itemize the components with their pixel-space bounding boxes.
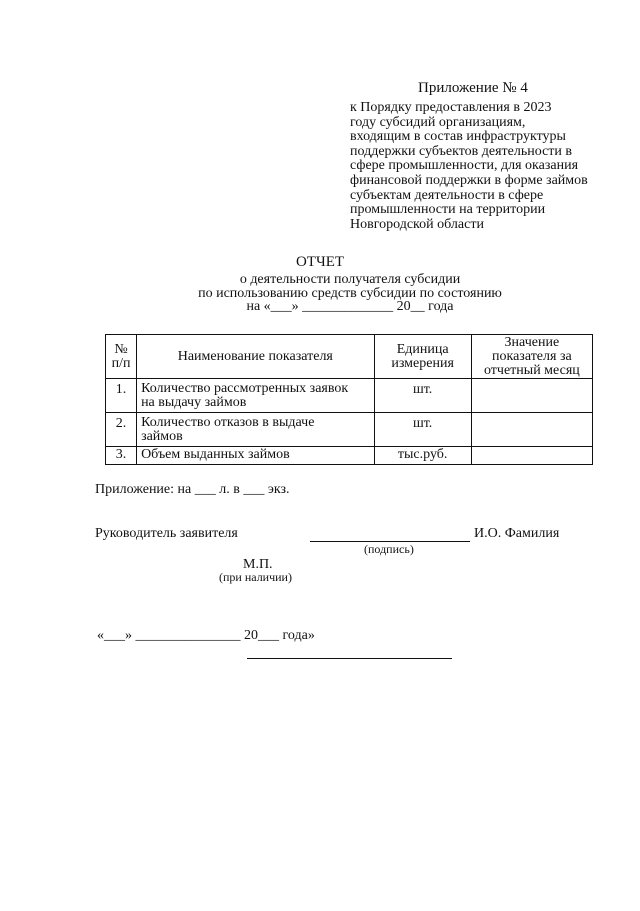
header-value-line: показателя за — [492, 348, 572, 364]
header-value-line: Значение — [504, 334, 560, 350]
row-name — [137, 379, 374, 413]
indicators-table — [105, 334, 593, 465]
header-name: Наименование показателя — [137, 335, 374, 379]
header-num-line: № — [114, 341, 128, 357]
appendix-line: к Порядку предоставления в 2023 — [350, 100, 552, 115]
seal-label: М.П. — [243, 557, 273, 572]
bottom-underline — [247, 658, 452, 659]
appendix-line: Новгородской области — [350, 216, 484, 232]
table-row — [106, 413, 593, 447]
row-value[interactable] — [471, 413, 592, 447]
report-subtitle: по использованию средств субсидии по состоянию — [198, 286, 502, 301]
appendix-line: году субсидий организациям, — [350, 114, 526, 130]
appendix-line: входящим в состав инфраструктуры — [350, 129, 566, 145]
signature-caption: (подпись) — [364, 542, 414, 556]
table-row — [106, 447, 593, 465]
appendix-line: промышленности на территории — [350, 202, 546, 218]
row-num: 3. — [106, 447, 137, 465]
attachment-line: Приложение: на ___ л. в ___ экз. — [95, 482, 290, 497]
header-value-line: отчетный месяц — [483, 362, 580, 378]
appendix-line: сфере промышленности, для оказания — [350, 158, 579, 174]
signature-name: И.О. Фамилия — [474, 526, 560, 541]
seal-note: (при наличии) — [219, 570, 292, 584]
row-name-line: Количество рассмотренных заявок — [141, 381, 349, 396]
header-unit-line: Единица — [396, 341, 449, 357]
report-title: ОТЧЕТ — [295, 254, 345, 270]
bottom-date: «___» _______________ 20___ года» — [97, 628, 315, 643]
header-num-line: п/п — [111, 355, 131, 371]
appendix-line: поддержки субъектов деятельности в — [350, 143, 573, 159]
row-name — [137, 413, 374, 447]
report-date-line: на «___» _____________ 20__ года — [246, 299, 454, 314]
signature-line[interactable] — [310, 526, 470, 542]
row-unit: шт. — [374, 413, 471, 447]
report-subtitle: о деятельности получателя субсидии — [239, 272, 461, 287]
table-header-row — [106, 335, 593, 379]
signature-role: Руководитель заявителя — [95, 526, 238, 541]
appendix-reference — [350, 101, 600, 232]
header-unit — [374, 335, 471, 379]
row-name-line: на выдачу займов — [141, 395, 247, 410]
appendix-line: субъектам деятельности в сфере — [350, 187, 544, 203]
row-unit: шт. — [374, 379, 471, 413]
row-num: 2. — [106, 413, 137, 447]
appendix-title: Приложение № 4 — [418, 80, 528, 96]
header-unit-line: измерения — [391, 355, 454, 371]
row-name — [137, 447, 374, 465]
row-name-line: Объем выданных займов — [141, 447, 290, 462]
row-num: 1. — [106, 379, 137, 413]
row-name-line: займов — [141, 429, 183, 444]
table-row — [106, 379, 593, 413]
row-unit: тыс.руб. — [374, 447, 471, 465]
row-value[interactable] — [471, 447, 592, 465]
header-num — [106, 335, 137, 379]
appendix-line: финансовой поддержки в форме займов — [350, 172, 588, 188]
header-value — [471, 335, 592, 379]
row-value[interactable] — [471, 379, 592, 413]
row-name-line: Количество отказов в выдаче — [141, 415, 315, 430]
